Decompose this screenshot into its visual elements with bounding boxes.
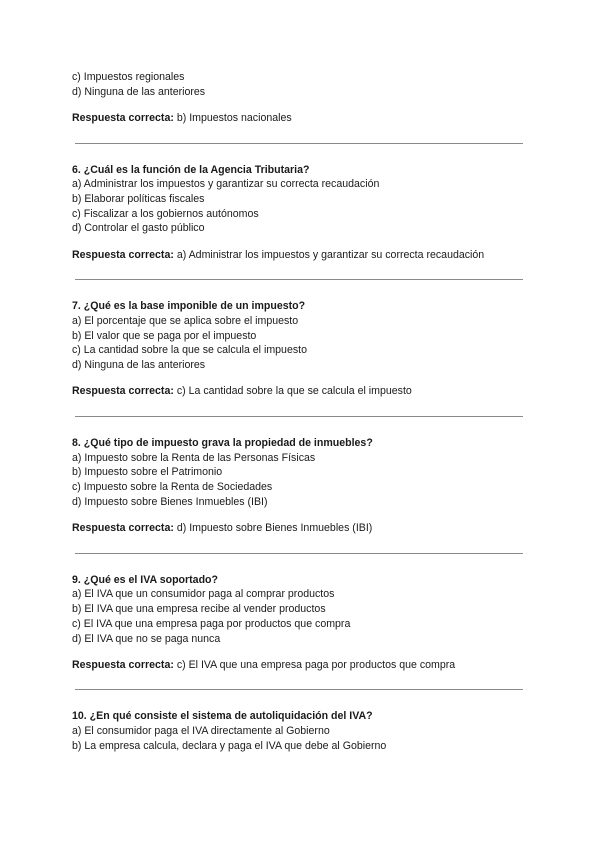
answer-label: Respuesta correcta: [72,658,174,671]
question-6 [72,163,524,263]
answer-text: b) Impuestos nacionales [176,111,292,124]
separator-line [75,143,523,144]
question-title: 7. ¿Qué es la base imponible de un impuesto? [72,300,306,313]
question-8 [72,436,524,536]
option-b: b) El valor que se paga por el impuesto [72,329,257,342]
option-c: c) La cantidad sobre la que se calcula el impuesto [72,344,307,357]
answer-text: d) Impuesto sobre Bienes Inmuebles (IBI) [176,522,373,535]
question-title: 9. ¿Qué es el IVA soportado? [72,573,218,586]
separator-line [75,553,523,554]
option-c: c) Impuesto sobre la Renta de Sociedades [72,481,273,494]
question-5-continuation [72,70,524,126]
separator-line [75,279,523,280]
option-b: b) Elaborar políticas fiscales [72,193,205,206]
question-title: 10. ¿En qué consiste el sistema de autoliquidación del IVA? [72,710,373,723]
answer-label: Respuesta correcta: [72,111,174,124]
option-d: d) El IVA que no se paga nunca [72,632,221,645]
option-a: a) Impuesto sobre la Renta de las Personas Físicas [72,451,316,464]
separator-line [75,416,523,417]
option-d: d) Controlar el gasto público [72,222,205,235]
correct-answer [72,658,524,673]
option-b: b) Impuesto sobre el Patrimonio [72,466,223,479]
option-c: c) Fiscalizar a los gobiernos autónomos [72,207,259,220]
answer-text: c) La cantidad sobre la que se calcula el impuesto [176,385,412,398]
question-7 [72,299,524,399]
option-c: c) El IVA que una empresa paga por productos que compra [72,617,351,630]
answer-text: a) Administrar los impuestos y garantizar su correcta recaudación [176,248,485,261]
answer-label: Respuesta correcta: [72,248,174,261]
question-title: 8. ¿Qué tipo de impuesto grava la propiedad de inmuebles? [72,437,373,450]
answer-label: Respuesta correcta: [72,522,174,535]
option-a: a) El porcentaje que se aplica sobre el impuesto [72,315,299,328]
question-title: 6. ¿Cuál es la función de la Agencia Tributaria? [72,163,310,176]
correct-answer [72,111,524,126]
option-a: a) El IVA que un consumidor paga al comprar productos [72,588,335,601]
option-a: a) Administrar los impuestos y garantizar su correcta recaudación [72,178,380,191]
correct-answer [72,384,524,399]
correct-answer [72,521,524,536]
answer-label: Respuesta correcta: [72,385,174,398]
question-9 [72,573,524,673]
answer-text: c) El IVA que una empresa paga por productos que compra [176,658,456,671]
option-c: c) Impuestos regionales [72,71,185,83]
option-b: b) La empresa calcula, declara y paga el IVA que debe al Gobierno [72,739,387,752]
quiz-content [72,70,524,754]
separator-line [75,689,523,690]
question-10 [72,709,524,753]
option-d: d) Ninguna de las anteriores [72,359,206,372]
option-d: d) Ninguna de las anteriores [72,85,206,98]
option-b: b) El IVA que una empresa recibe al vender productos [72,603,326,616]
option-d: d) Impuesto sobre Bienes Inmuebles (IBI) [72,495,268,508]
option-a: a) El consumidor paga el IVA directamente al Gobierno [72,725,330,738]
correct-answer [72,248,524,263]
